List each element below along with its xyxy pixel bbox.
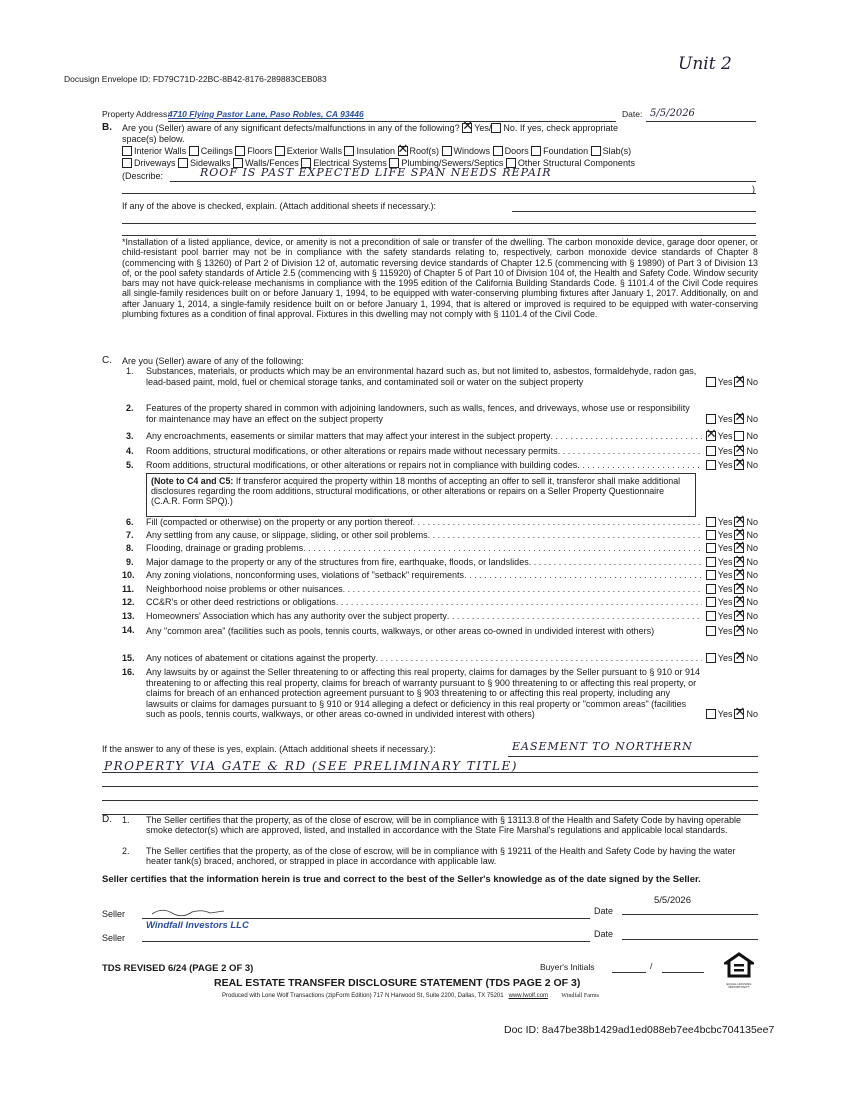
seller1-label: Seller bbox=[102, 909, 126, 919]
c-yes-checkbox[interactable] bbox=[706, 626, 716, 636]
lbl-other-structural: Other Structural Components bbox=[517, 158, 635, 168]
c-item-text: Substances, materials, or products which may be an environmental hazard such as, but not limited to, asbestos, formaldehyde, radon gas, lead-based paint, mold, fuel or chemical storage tanks, and contaminated soil or water on the subject property bbox=[146, 366, 697, 387]
c-yes-label: Yes bbox=[717, 570, 733, 580]
c-no-label: No bbox=[746, 626, 758, 636]
footer-revised: TDS REVISED 6/24 (PAGE 2 OF 3) bbox=[102, 963, 254, 974]
leader-dots bbox=[577, 460, 702, 471]
c-yes-label: Yes bbox=[717, 584, 733, 594]
c-item-text: Neighborhood noise problems or other nuisances bbox=[146, 584, 343, 594]
seller1-date-label: Date bbox=[594, 906, 614, 916]
cb-interior-walls[interactable] bbox=[122, 146, 132, 156]
c-item-11 bbox=[146, 584, 758, 595]
leader-dots bbox=[303, 543, 702, 554]
c-item-number: 15. bbox=[122, 653, 135, 663]
c-item-15 bbox=[146, 653, 758, 664]
cb-exterior-walls[interactable] bbox=[275, 146, 285, 156]
c-item-number: 12. bbox=[122, 597, 135, 607]
footer-farm: Windfall Farms bbox=[561, 993, 599, 999]
seller-certification: Seller certifies that the information herein is true and correct to the best of the Seller's knowledge as of the date signed by the Seller. bbox=[102, 874, 701, 885]
c-item-yes-no bbox=[702, 517, 758, 528]
describe-value: ROOF IS PAST EXPECTED LIFE SPAN NEEDS REPAIR bbox=[200, 166, 552, 179]
c-no-checkbox[interactable] bbox=[734, 446, 744, 456]
c-no-label: No bbox=[746, 543, 758, 553]
section-b-question: Are you (Seller) aware of any significant defects/malfunctions in any of the following? bbox=[122, 123, 460, 133]
c-item-yes-no bbox=[702, 530, 758, 541]
section-c-letter: C. bbox=[102, 355, 112, 366]
c-item-yes-no bbox=[702, 597, 758, 608]
c-item-13 bbox=[146, 611, 758, 622]
c-yes-label: Yes bbox=[717, 413, 733, 424]
c-item-yes-no bbox=[702, 611, 758, 622]
c-no-checkbox[interactable] bbox=[734, 626, 744, 636]
c-yes-label: Yes bbox=[717, 557, 733, 567]
c-item-yes-no bbox=[702, 625, 758, 638]
c-item-yes-no bbox=[702, 377, 758, 388]
buyers-initials-label: Buyer's Initials bbox=[540, 962, 595, 972]
b-tail: If yes, check appropriate bbox=[519, 123, 618, 133]
c-no-label: No bbox=[746, 413, 758, 424]
c-item-text: Any encroachments, easements or similar matters that may affect your interest in the subject property bbox=[146, 431, 551, 441]
c-yes-checkbox[interactable] bbox=[706, 597, 716, 607]
header-date: 5/5/2026 bbox=[650, 108, 695, 119]
lbl-electrical: Electrical Systems bbox=[313, 158, 387, 168]
c-yes-label: Yes bbox=[717, 431, 733, 441]
c-item-8 bbox=[146, 543, 758, 554]
lbl-interior-walls: Interior Walls bbox=[134, 146, 187, 156]
lbl-floors: Floors bbox=[247, 146, 273, 156]
leader-dots bbox=[428, 530, 702, 541]
c-item-text: Fill (compacted or otherwise) on the property or any portion thereof bbox=[146, 517, 413, 527]
c-item-text: Any zoning violations, nonconforming uses, violations of "setback" requirements bbox=[146, 570, 465, 580]
c-item-12 bbox=[146, 597, 758, 608]
c-item-number: 13. bbox=[122, 611, 135, 621]
c-yes-label: Yes bbox=[717, 517, 733, 527]
c-item-yes-no bbox=[702, 653, 758, 664]
c-no-checkbox[interactable] bbox=[734, 377, 744, 387]
c-item-1 bbox=[146, 366, 758, 387]
cb-floors[interactable] bbox=[235, 146, 245, 156]
d1-text: The Seller certifies that the property, as of the close of escrow, will be in compliance with § 13113.8 of the Health and Safety Code by having operable smoke detector(s) which are approved, listed, and installed in accordance with the State Fire Marshal's regulations and applicable local standards. bbox=[146, 815, 742, 836]
c-yes-label: Yes bbox=[717, 543, 733, 553]
d2-text: The Seller certifies that the property, as of the close of escrow, will be in compliance with § 19211 of the Health and Safety Code by having the water heater tank(s) braced, anchored, or strapped in place in accordance with applicable law. bbox=[146, 846, 736, 867]
c-no-checkbox[interactable] bbox=[734, 597, 744, 607]
c-item-text: Any lawsuits by or against the Seller threatening to or affecting this real property, claims for damages by the Seller pursuant to § 910 or 914 threatening to or affecting this real property, claims for breach of warranty pursuant to § 900 threatening to or affecting this real property, or claims for breach of an enhanced protection agreement pursuant to § 903 threatening to or affecting this real property, including any lawsuits or claims for damages pursuant to § 910 or 914 alleging a defect or deficiency in this real property or "common areas" (facilities such as pools, tennis courts, walkways, or other areas co-owned in undivided interest with others) bbox=[146, 667, 700, 719]
c-no-checkbox[interactable] bbox=[734, 543, 744, 553]
c-item-yes-no bbox=[702, 543, 758, 554]
c-no-label: No bbox=[746, 376, 758, 387]
c-yes-checkbox[interactable] bbox=[706, 460, 716, 470]
c-item-text: Features of the property shared in common with adjoining landowners, such as walls, fences, and driveways, whose use or responsibility for maintenance may have an effect on the subject property bbox=[146, 403, 690, 424]
c-no-label: No bbox=[746, 557, 758, 567]
c-yes-checkbox[interactable] bbox=[706, 431, 716, 441]
c-yes-checkbox[interactable] bbox=[706, 584, 716, 594]
c-item-5 bbox=[146, 460, 758, 471]
c-item-text: Room additions, structural modifications, or other alterations or repairs not in compliance with building codes bbox=[146, 460, 578, 470]
c-item-16 bbox=[146, 667, 758, 720]
c-no-label: No bbox=[746, 570, 758, 580]
lbl-windows: Windows bbox=[453, 146, 491, 156]
c-item-text: Any settling from any cause, or slippage, sliding, or other soil problems bbox=[146, 530, 428, 540]
date-label: Date: bbox=[622, 109, 643, 119]
c-item-number: 9. bbox=[126, 557, 134, 567]
c-item-yes-no bbox=[702, 414, 758, 425]
lbl-foundation: Foundation bbox=[543, 146, 589, 156]
lwolf-link[interactable]: www.lwolf.com bbox=[508, 993, 548, 999]
doc-id: Doc ID: 8a47be38b1429ad1ed088eb7ee4bcbc704135ee7 bbox=[504, 1024, 775, 1036]
b-yes-label: Yes/ bbox=[474, 123, 492, 133]
lbl-ceilings: Ceilings bbox=[200, 146, 233, 156]
note-bold: (Note to C4 and C5: bbox=[151, 476, 234, 486]
equal-housing-text: EQUAL HOUSING OPPORTUNITY bbox=[726, 982, 752, 989]
c-yes-label: Yes bbox=[717, 460, 733, 470]
c-item-number: 1. bbox=[126, 366, 134, 376]
c-item-10 bbox=[146, 570, 758, 581]
c-no-checkbox[interactable] bbox=[734, 653, 744, 663]
d2-number: 2. bbox=[122, 846, 130, 856]
c-explain-1: EASEMENT TO NORTHERN bbox=[512, 740, 693, 753]
c-yes-label: Yes bbox=[717, 597, 733, 607]
c-yes-checkbox[interactable] bbox=[706, 414, 716, 424]
c-explain-label: If the answer to any of these is yes, explain. (Attach additional sheets if necessary.): bbox=[102, 744, 436, 754]
c-no-checkbox[interactable] bbox=[734, 611, 744, 621]
c-yes-label: Yes bbox=[717, 653, 733, 663]
section-d-letter: D. bbox=[102, 814, 112, 825]
lbl-doors: Doors bbox=[504, 146, 529, 156]
produced-text: Produced with Lone Wolf Transactions (zipForm Edition) 717 N Harwood St, Suite 2200, Dallas, TX 75201 bbox=[222, 993, 504, 999]
leader-dots bbox=[464, 570, 702, 581]
cb-ceilings[interactable] bbox=[189, 146, 199, 156]
leader-dots bbox=[529, 557, 702, 568]
c-item-yes-no bbox=[702, 584, 758, 595]
c-item-number: 10. bbox=[122, 570, 135, 580]
c-item-9 bbox=[146, 557, 758, 568]
lbl-sidewalks: Sidewalks bbox=[190, 158, 231, 168]
c-item-6 bbox=[146, 517, 758, 528]
cb-driveways[interactable] bbox=[122, 158, 132, 168]
leader-dots bbox=[343, 584, 702, 595]
c-item-yes-no bbox=[702, 709, 758, 720]
c-item-2 bbox=[146, 403, 758, 424]
cb-doors[interactable] bbox=[493, 146, 503, 156]
c-no-label: No bbox=[746, 653, 758, 663]
c-yes-label: Yes bbox=[717, 611, 733, 621]
c-item-number: 16. bbox=[122, 667, 135, 677]
c-item-text: Any "common area" (facilities such as pools, tennis courts, walkways, or other areas co-owned in undivided interest with others) bbox=[146, 626, 655, 636]
c-item-yes-no bbox=[702, 460, 758, 471]
c-item-yes-no bbox=[702, 446, 758, 457]
c-no-label: No bbox=[746, 611, 758, 621]
c-yes-checkbox[interactable] bbox=[706, 517, 716, 527]
c-yes-checkbox[interactable] bbox=[706, 530, 716, 540]
c-item-7 bbox=[146, 530, 758, 541]
c-no-checkbox[interactable] bbox=[734, 414, 744, 424]
c-item-yes-no bbox=[702, 570, 758, 581]
leader-dots bbox=[447, 611, 702, 622]
lbl-insulation: Insulation bbox=[356, 146, 395, 156]
property-address: 4710 Flying Pastor Lane, Paso Robles, CA 93446 bbox=[168, 109, 364, 119]
b-yes-checkbox[interactable] bbox=[462, 123, 472, 133]
c-yes-checkbox[interactable] bbox=[706, 611, 716, 621]
b-no-checkbox[interactable] bbox=[491, 123, 501, 133]
c-no-label: No bbox=[746, 431, 758, 441]
c-item-text: Any notices of abatement or citations against the property bbox=[146, 653, 376, 663]
c-yes-checkbox[interactable] bbox=[706, 709, 716, 719]
unit-note: Unit 2 bbox=[678, 54, 732, 74]
note-c4-c5 bbox=[146, 473, 696, 517]
b-explain-label: If any of the above is checked, explain. (Attach additional sheets if necessary.): bbox=[122, 201, 437, 211]
c-yes-label: Yes bbox=[717, 376, 733, 387]
c-item-number: 6. bbox=[126, 517, 134, 527]
c-item-4 bbox=[146, 446, 758, 457]
c-yes-checkbox[interactable] bbox=[706, 557, 716, 567]
c-item-number: 7. bbox=[126, 530, 134, 540]
footer-title: REAL ESTATE TRANSFER DISCLOSURE STATEMENT (TDS PAGE 2 OF 3) bbox=[214, 977, 581, 989]
leader-dots bbox=[551, 431, 702, 442]
c-item-number: 2. bbox=[126, 403, 134, 413]
cb-roofs[interactable] bbox=[398, 146, 408, 156]
cb-insulation[interactable] bbox=[344, 146, 354, 156]
c-item-number: 11. bbox=[122, 584, 135, 594]
c-item-number: 14. bbox=[122, 625, 135, 635]
c-yes-checkbox[interactable] bbox=[706, 570, 716, 580]
seller1-date: 5/5/2026 bbox=[654, 895, 691, 906]
c-no-label: No bbox=[746, 517, 758, 527]
cb-sidewalks[interactable] bbox=[178, 158, 188, 168]
cb-windows[interactable] bbox=[442, 146, 452, 156]
b-tail2: space(s) below. bbox=[122, 134, 185, 144]
c-yes-checkbox[interactable] bbox=[706, 446, 716, 456]
c-no-checkbox[interactable] bbox=[734, 709, 744, 719]
c-item-text: CC&R's or other deed restrictions or obligations bbox=[146, 597, 336, 607]
lbl-slabs: Slab(s) bbox=[602, 146, 632, 156]
property-address-label: Property Address: bbox=[102, 109, 170, 119]
leader-dots bbox=[336, 597, 702, 608]
equal-housing-icon bbox=[724, 952, 754, 989]
envelope-id: Docusign Envelope ID: FD79C71D-22BC-8B42-8176-289883CEB083 bbox=[64, 74, 327, 84]
cb-slabs[interactable] bbox=[591, 146, 601, 156]
cb-foundation[interactable] bbox=[531, 146, 541, 156]
notice-paragraph: *Installation of a listed appliance, device, or amenity is not a precondition of sale or transfer of the dwelling. The carbon monoxide device, garage door opener, or child-resistant pool barrier may not be in compliance with the safety standards relating to, respectively, carbon monoxide device standards of Chapter 8 (commencing with § 13260) of Part 2 of Division 12 of, automatic reversing device standards of Chapter 12.5 (commencing with § 19890) of Part 3 of Division 13 of, or the pool safety standards of Article 2.5 (commencing with § 115920) of Chapter 5 of Part 10 of Division 104 of, the Health and Safety Code. Window security bars may not have quick-release mechanisms in compliance with the 1995 edition of the California Building Standards Code. § 1101.4 of the Civil Code requires all single-family residences built on or before January 1, 1994, to be equipped with water-conserving plumbing fixtures after January 1, 2017. Additionally, on and after January 1, 2014, a single-family residence built on or before January 1, 1994, that is altered or improved is required to be equipped with water-conserving plumbing fixtures as a condition of final approval. Fixtures in this dwelling may not comply with § 1101.4 of the Civil Code. bbox=[122, 237, 758, 320]
section-b-letter: B. bbox=[102, 122, 112, 133]
c-no-label: No bbox=[746, 709, 758, 719]
c-no-checkbox[interactable] bbox=[734, 431, 744, 441]
lbl-exterior-walls: Exterior Walls bbox=[286, 146, 342, 156]
c-yes-label: Yes bbox=[717, 446, 733, 456]
lbl-walls-fences: Walls/Fences bbox=[245, 158, 299, 168]
c-yes-checkbox[interactable] bbox=[706, 377, 716, 387]
section-c-intro: Are you (Seller) aware of any of the following: bbox=[122, 356, 304, 366]
d1-number: 1. bbox=[122, 815, 130, 825]
leader-dots bbox=[558, 446, 702, 457]
lbl-roofs: Roof(s) bbox=[409, 146, 440, 156]
c-no-label: No bbox=[746, 530, 758, 540]
c-item-number: 5. bbox=[126, 460, 134, 470]
b-row1 bbox=[122, 146, 631, 156]
c-item-14 bbox=[146, 625, 758, 638]
c-yes-checkbox[interactable] bbox=[706, 543, 716, 553]
note-text: If transferor acquired the property within 18 months of accepting an offer to sell it, transferor shall make additional disclosures regarding the room additions, structural modifications, or other alterations or repairs on a Seller Property Questionnaire (C.A.R. Form SPQ).) bbox=[151, 476, 681, 507]
section-b-question-line bbox=[122, 123, 758, 133]
c-yes-checkbox[interactable] bbox=[706, 653, 716, 663]
c-no-label: No bbox=[746, 446, 758, 456]
c-explain-2: PROPERTY VIA GATE & RD (SEE PRELIMINARY TITLE) bbox=[104, 759, 518, 773]
c-item-text: Homeowners' Association which has any authority over the subject property bbox=[146, 611, 447, 621]
c-item-number: 8. bbox=[126, 543, 134, 553]
c-item-number: 3. bbox=[126, 431, 134, 441]
c-yes-label: Yes bbox=[717, 530, 733, 540]
c-no-checkbox[interactable] bbox=[734, 460, 744, 470]
seller1-name: Windfall Investors LLC bbox=[146, 920, 249, 931]
describe-label: (Describe: bbox=[122, 171, 164, 181]
c-item-yes-no bbox=[702, 557, 758, 568]
c-item-number: 4. bbox=[126, 446, 134, 456]
seller1-signature bbox=[150, 904, 290, 914]
c-no-label: No bbox=[746, 460, 758, 470]
c-no-label: No bbox=[746, 597, 758, 607]
seller2-date-label: Date bbox=[594, 929, 614, 939]
c-item-yes-no bbox=[702, 431, 758, 442]
c-yes-label: Yes bbox=[717, 709, 733, 719]
c-item-text: Flooding, drainage or grading problems bbox=[146, 543, 304, 553]
leader-dots bbox=[413, 517, 702, 528]
c-item-text: Major damage to the property or any of the structures from fire, earthquake, floods, or landslides bbox=[146, 557, 529, 567]
lbl-driveways: Driveways bbox=[134, 158, 176, 168]
b-no-label: No. bbox=[503, 123, 518, 133]
leader-dots bbox=[376, 653, 702, 664]
c-no-label: No bbox=[746, 584, 758, 594]
lbl-plumbing: Plumbing/Sewers/Septics bbox=[401, 158, 504, 168]
c-yes-label: Yes bbox=[717, 626, 733, 636]
c-item-text: Room additions, structural modifications, or other alterations or repairs made without necessary permits bbox=[146, 446, 558, 456]
footer-produced bbox=[222, 993, 599, 999]
c-no-checkbox[interactable] bbox=[734, 570, 744, 580]
c-item-3 bbox=[146, 431, 758, 442]
seller2-label: Seller bbox=[102, 933, 126, 943]
